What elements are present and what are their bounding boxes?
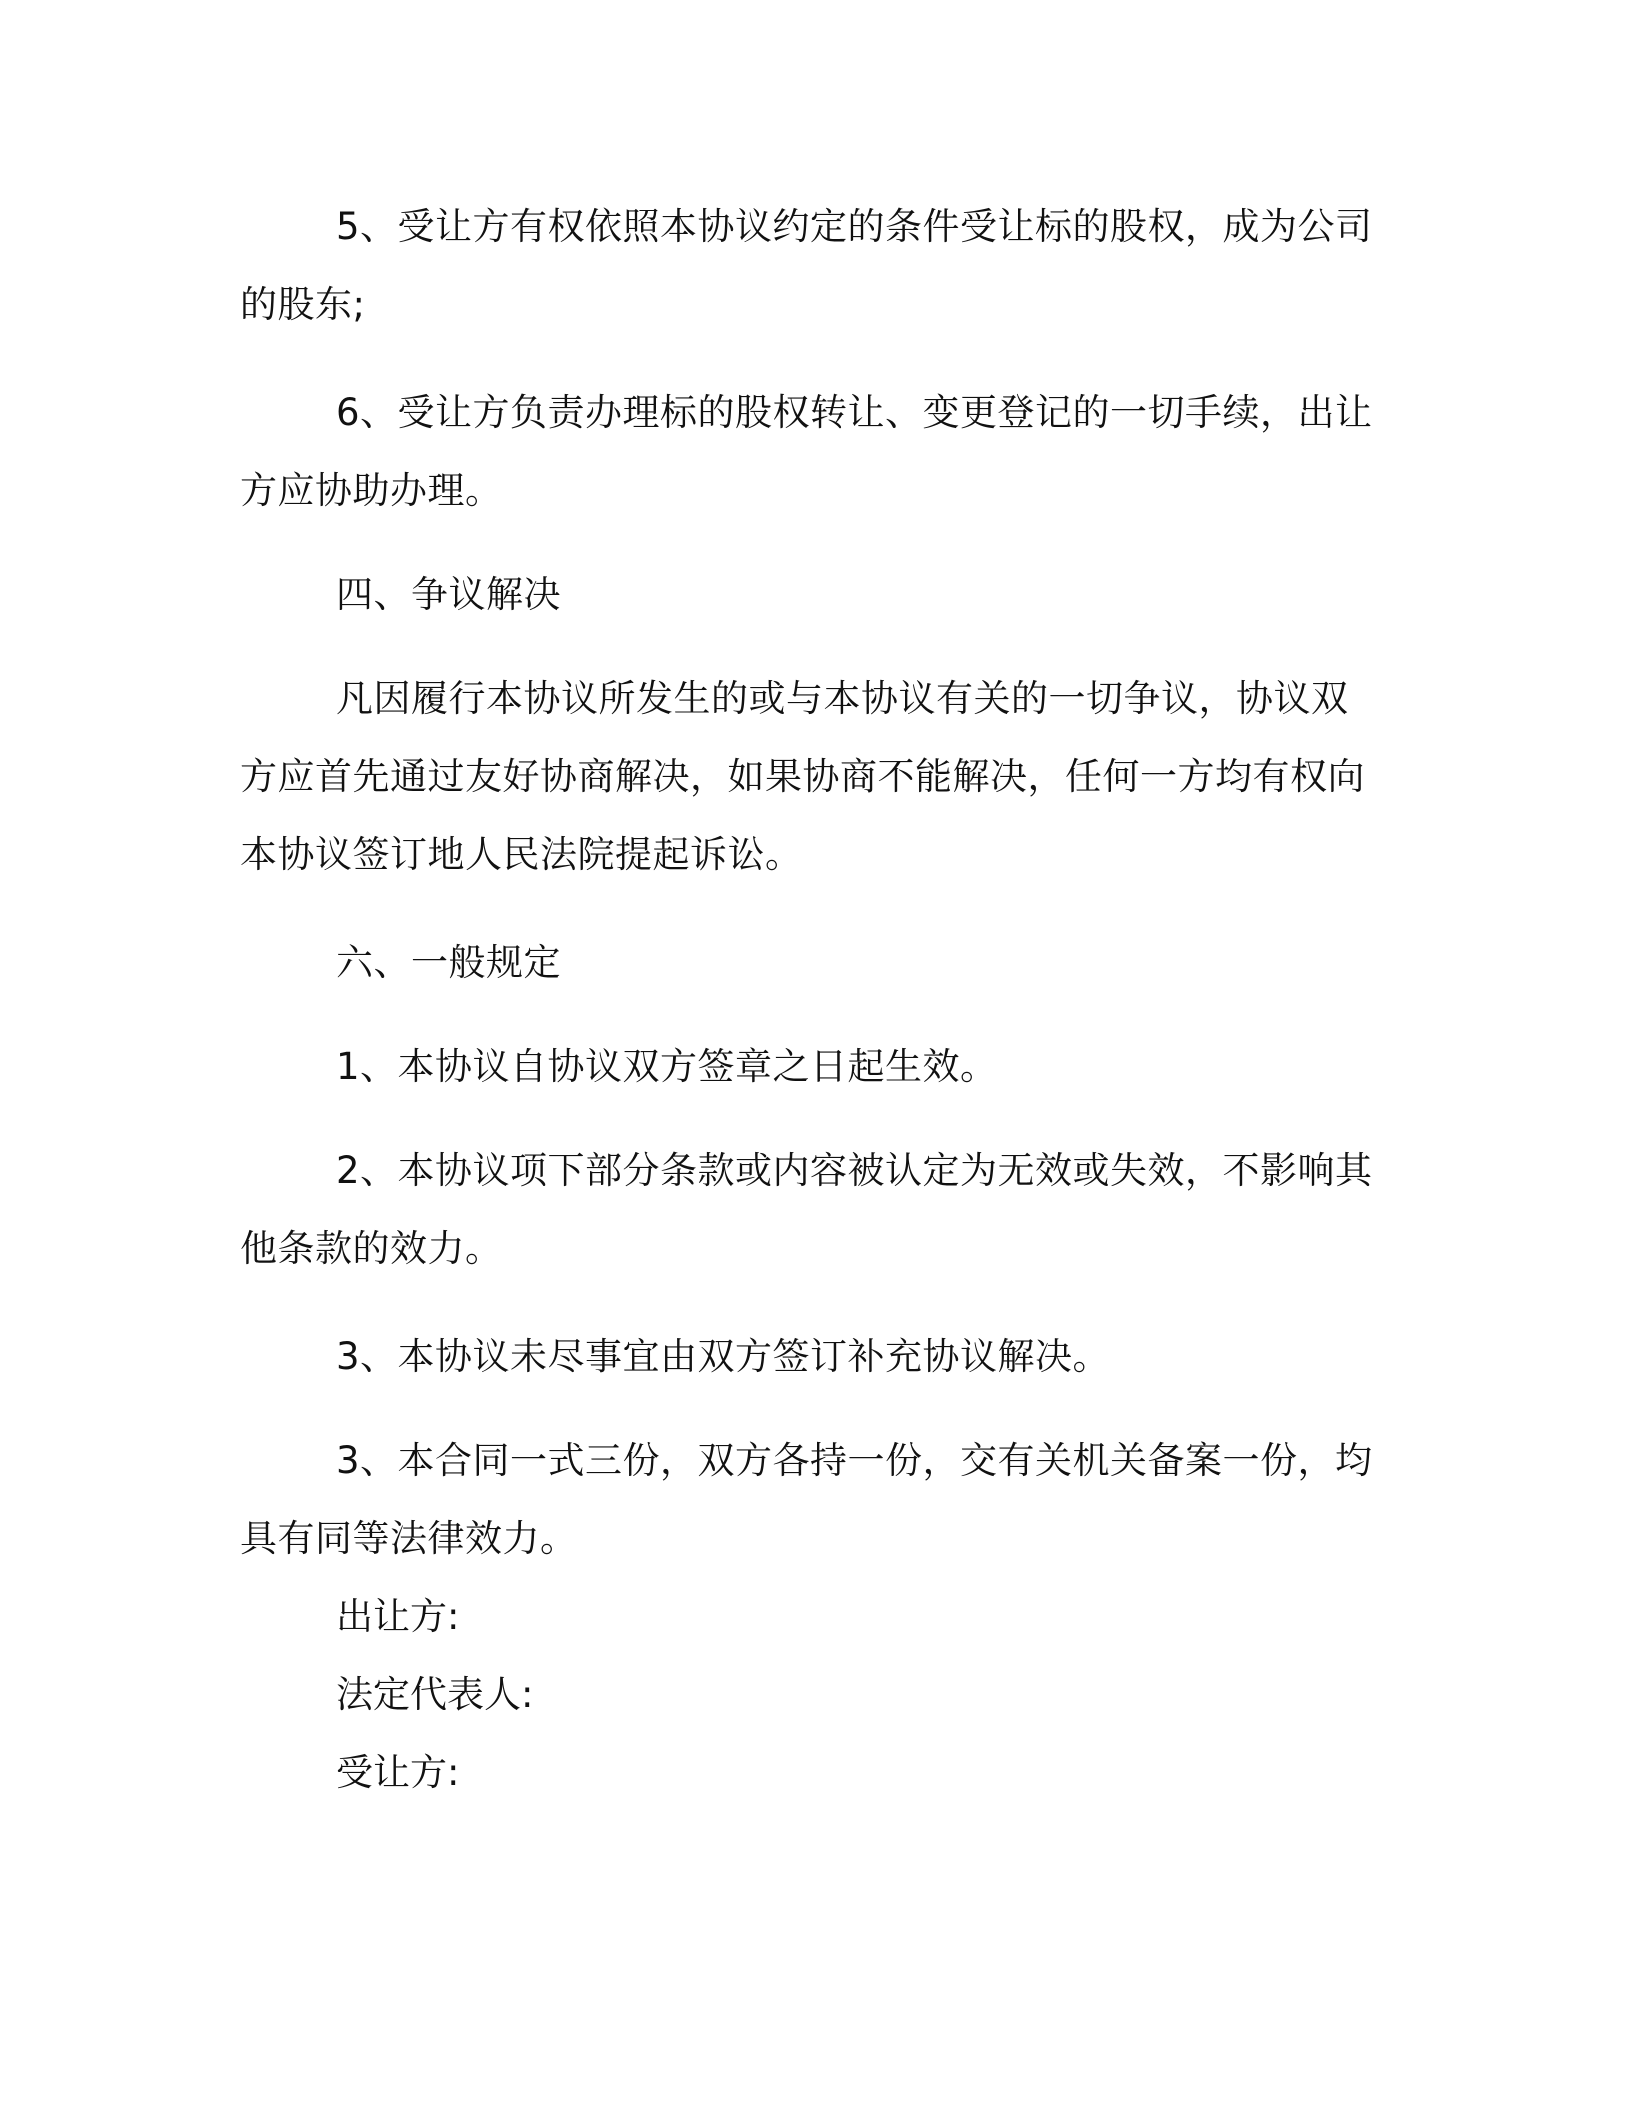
document-body — [240, 188, 1380, 1812]
general-clause-copies: 3、本合同一式三份，双方各持一份，交有关机关备案一份，均具有同等法律效力。 — [240, 1439, 1373, 1560]
assignee-signature-label: 受让方: — [336, 1751, 460, 1794]
legal-representative-label: 法定代表人: — [336, 1673, 534, 1716]
clause-6-registration: 6、受让方负责办理标的股权转让、变更登记的一切手续，出让方应协助办理。 — [240, 391, 1373, 512]
general-clause-1: 1、本协议自协议双方签章之日起生效。 — [336, 1045, 998, 1088]
clause-5-assignee-rights: 5、受让方有权依照本协议约定的条件受让标的股权，成为公司的股东; — [240, 205, 1373, 326]
section-heading-dispute-resolution: 四、争议解决 — [336, 573, 561, 616]
general-clause-2: 2、本协议项下部分条款或内容被认定为无效或失效，不影响其他条款的效力。 — [240, 1149, 1373, 1270]
assignor-signature-label: 出让方: — [336, 1595, 460, 1638]
general-clause-3: 3、本协议未尽事宜由双方签订补充协议解决。 — [336, 1335, 1111, 1378]
section-heading-general-provisions: 六、一般规定 — [336, 941, 561, 984]
dispute-resolution-text: 凡因履行本协议所发生的或与本协议有关的一切争议，协议双方应首先通过友好协商解决，如果协商不能解决，任何一方均有权向本协议签订地人民法院提起诉讼。 — [240, 677, 1365, 876]
